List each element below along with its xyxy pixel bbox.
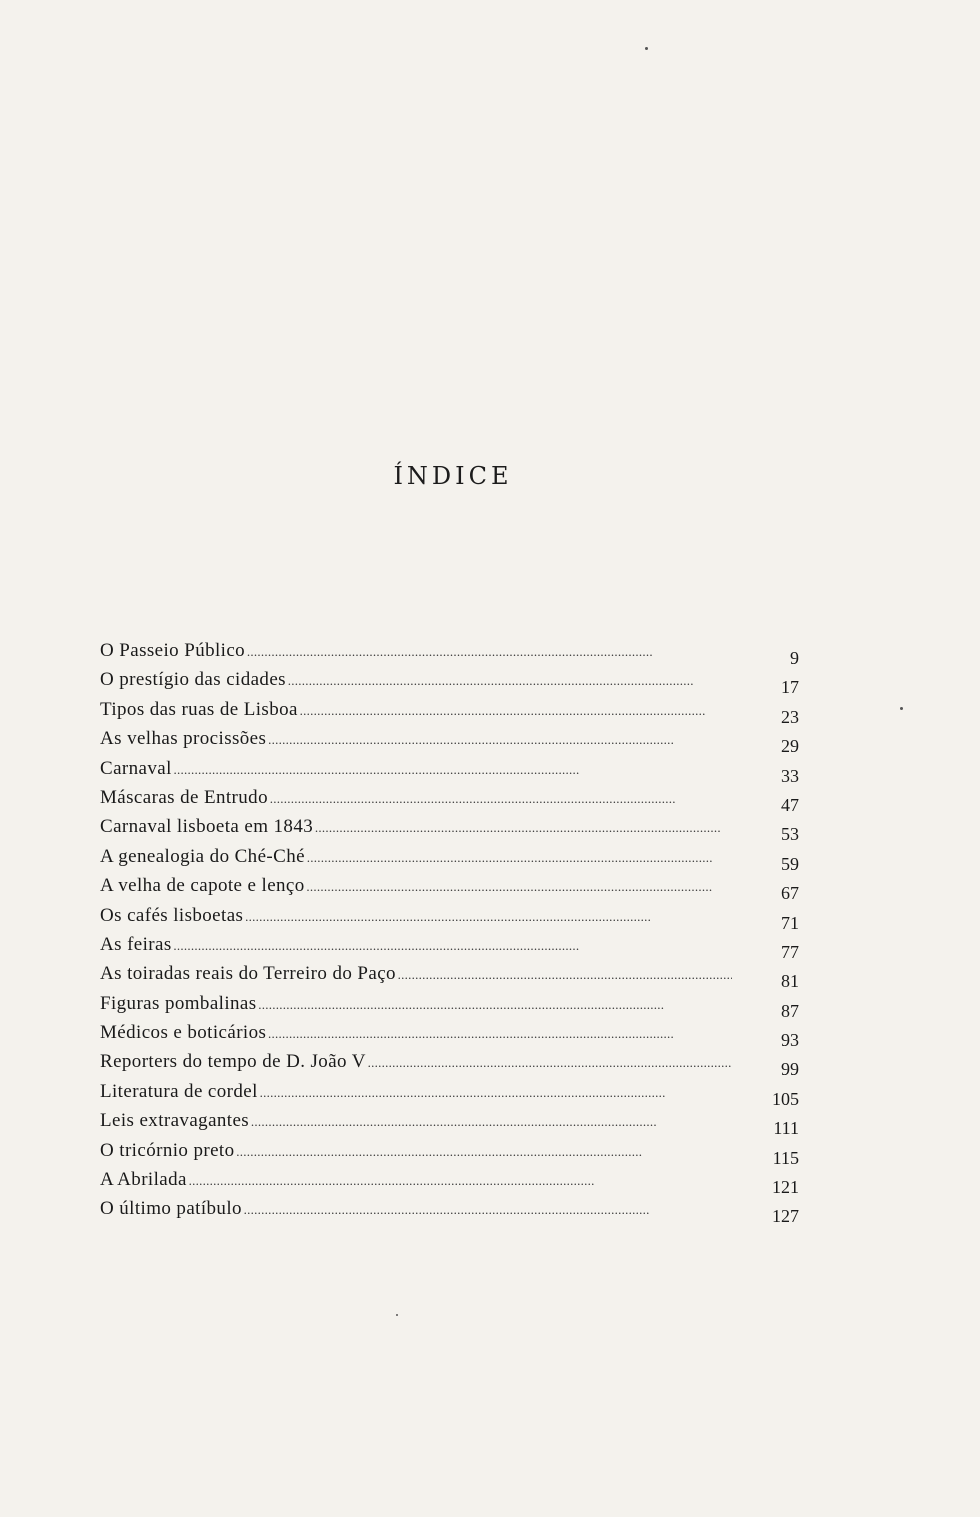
toc-entry-page-number: 23 [781, 706, 799, 727]
toc-entry [100, 1077, 805, 1109]
toc-entry-title: As velhas procissões . . . [100, 724, 732, 754]
toc-entry [100, 842, 805, 874]
toc-entry-title: As feiras . . . [100, 930, 732, 960]
toc-entry [100, 636, 805, 668]
toc-entry [100, 1165, 805, 1198]
toc-entry-page-number: 47 [781, 794, 799, 815]
toc-entry-page-number: 93 [781, 1030, 799, 1051]
paper-speck [396, 1314, 398, 1316]
toc-entry [100, 783, 805, 815]
paper-speck [900, 707, 903, 710]
toc-entry [100, 1047, 805, 1080]
toc-entry-title: Tipos das ruas de Lisboa . . . [100, 695, 732, 725]
toc-entry-page-number: 127 [772, 1206, 799, 1227]
toc-entry [100, 901, 805, 933]
toc-entry [100, 871, 805, 904]
toc-entry-page-number: 77 [781, 941, 799, 962]
toc-entry [100, 959, 805, 992]
toc-entry-page-number: 59 [781, 853, 799, 874]
toc-entry-page-number: 53 [781, 824, 799, 845]
toc-entry-title: A genealogia do Ché-Ché . . . [100, 842, 732, 872]
toc-entry-page-number: 67 [781, 883, 799, 904]
toc-entry-page-number: 81 [781, 971, 799, 992]
toc-entry-page-number: 121 [772, 1177, 799, 1198]
toc-entry [100, 989, 805, 1021]
toc-entry [100, 665, 805, 698]
toc-entry-page-number: 99 [781, 1059, 799, 1080]
toc-entry-page-number: 33 [781, 765, 799, 786]
toc-entry-page-number: 115 [772, 1147, 799, 1168]
toc-entry [100, 1194, 805, 1227]
toc-entry-title: A Abrilada . . . [100, 1165, 732, 1195]
toc-entry-title: Carnaval . . . [100, 754, 732, 784]
toc-entry-page-number: 87 [781, 1000, 799, 1021]
toc-entry-title: Figuras pombalinas . . . [100, 989, 732, 1019]
toc-entry [100, 695, 805, 727]
toc-entry-page-number: 17 [781, 677, 799, 698]
toc-entry [100, 1106, 805, 1139]
toc-entry-title: A velha de capote e lenço . . . [100, 871, 732, 901]
toc-entry-title: O tricórnio preto . . . [100, 1136, 732, 1166]
toc-entry-page-number: 29 [781, 736, 799, 757]
toc-entry [100, 812, 805, 845]
toc-entry-title: O prestígio das cidades . . . [100, 665, 732, 695]
toc-entry-title: O último patíbulo . . . [100, 1194, 732, 1224]
toc-entry-page-number: 105 [772, 1088, 799, 1109]
toc-entry-title: Carnaval lisboeta em 1843 . . . [100, 812, 732, 842]
toc-entry [100, 1136, 805, 1168]
page-title: ÍNDICE [393, 462, 513, 490]
toc-entry [100, 754, 805, 786]
toc-entry-title: Médicos e boticários . . . [100, 1018, 732, 1048]
toc-entry-title: Leis extravagantes . . . [100, 1106, 732, 1136]
table-of-contents [100, 636, 805, 1227]
toc-entry-title: Os cafés lisboetas . . . [100, 901, 732, 931]
toc-entry-page-number: 9 [790, 648, 799, 668]
toc-entry-title: Máscaras de Entrudo . . . [100, 783, 732, 813]
toc-entry-page-number: 71 [781, 912, 799, 933]
toc-entry [100, 930, 805, 962]
toc-entry [100, 724, 805, 757]
toc-entry-page-number: 111 [773, 1118, 799, 1139]
toc-entry-title: Literatura de cordel . . . [100, 1077, 732, 1107]
paper-speck [645, 47, 648, 50]
toc-entry-title: As toiradas reais do Terreiro do Paço . . . [100, 959, 732, 989]
toc-entry-title: O Passeio Público . . . [100, 636, 732, 666]
toc-entry-title: Reporters do tempo de D. João V . . . [100, 1047, 732, 1077]
toc-entry [100, 1018, 805, 1051]
